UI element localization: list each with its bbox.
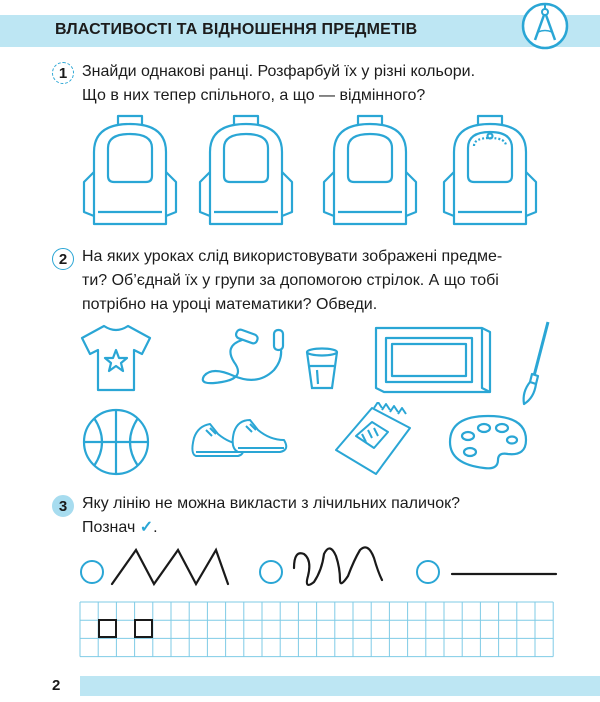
task-1-line-1: Знайди однакові ранці. Розфарбуй їх у різні кольори. (82, 63, 476, 80)
task-3-line-1: Яку лінію не можна викласти з лічильних паличок? (82, 495, 461, 512)
paintbrush-icon (518, 318, 554, 408)
basketball-icon (80, 406, 152, 478)
task-1-line-2: Що в них тепер спільного, а що — відмінного? (82, 87, 426, 104)
zigzag-line (112, 550, 228, 584)
task-3-line-2 (82, 516, 158, 540)
backpack-2 (196, 112, 296, 232)
cup-icon (304, 346, 340, 392)
backpack-3 (320, 112, 420, 232)
task-2-line-1: На яких уроках слід використовувати зображені предме- (82, 248, 503, 265)
task-1-number: 1 (52, 62, 74, 84)
task-2-line-2: ти? Об’єднай їх у групи за допомогою стрілок. А що тобі (82, 272, 499, 289)
task-3-mark-label: Познач (82, 519, 136, 536)
check-icon: ✓ (139, 519, 154, 536)
task-2-number: 2 (52, 248, 74, 270)
sneakers-icon (188, 414, 292, 466)
jump-rope-icon (194, 326, 290, 390)
task-3-number: 3 (52, 495, 74, 517)
wavy-line (294, 547, 382, 585)
answer-grid[interactable] (79, 601, 563, 659)
footer-band (80, 676, 600, 696)
drawn-square-1 (99, 620, 116, 637)
tshirt-icon (78, 322, 154, 394)
option-circle-2[interactable] (260, 561, 282, 583)
palette-icon (446, 412, 530, 472)
backpack-1 (80, 112, 180, 232)
album-icon (372, 318, 496, 398)
drawn-square-2 (135, 620, 152, 637)
backpack-4 (440, 112, 540, 232)
option-circle-3[interactable] (417, 561, 439, 583)
task-3-period: . (153, 519, 158, 536)
option-circle-1[interactable] (81, 561, 103, 583)
page-title: ВЛАСТИВОСТІ ТА ВІДНОШЕННЯ ПРЕДМЕТІВ (55, 21, 418, 38)
line-options (78, 540, 558, 596)
crayons-icon (332, 402, 422, 478)
compass-icon (521, 2, 569, 50)
page-number: 2 (52, 677, 61, 694)
task-2-line-3: потрібно на уроці математики? Обведи. (82, 296, 378, 313)
